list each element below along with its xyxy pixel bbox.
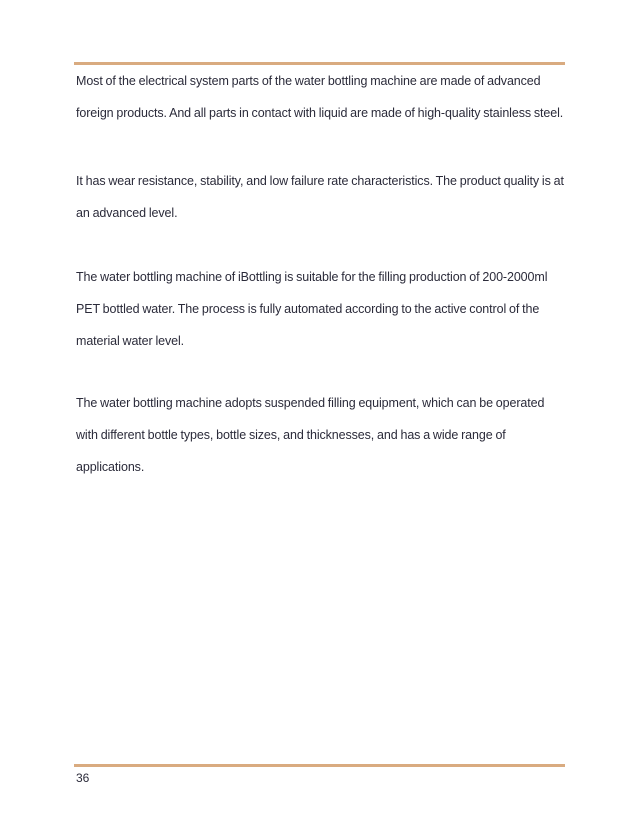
page-number: 36 (76, 771, 90, 785)
paragraph-electrical-parts: Most of the electrical system parts of the water bottling machine are made of advanced foreign products. And all parts in contact with liquid are made of high-quality stainless steel. (76, 74, 564, 120)
paragraph-wear-resistance: It has wear resistance, stability, and low failure rate characteristics. The product quality is at an advanced level. (76, 174, 564, 220)
footer-rule (74, 764, 565, 767)
paragraph-suspended-filling: The water bottling machine adopts suspended filling equipment, which can be operated with different bottle types, bottle sizes, and thicknesses, and has a wide range of applications. (76, 396, 545, 474)
paragraph-filling-production: The water bottling machine of iBottling is suitable for the filling production of 200-2000ml PET bottled water. The process is fully automated according to the active control of the material water level. (76, 270, 548, 348)
